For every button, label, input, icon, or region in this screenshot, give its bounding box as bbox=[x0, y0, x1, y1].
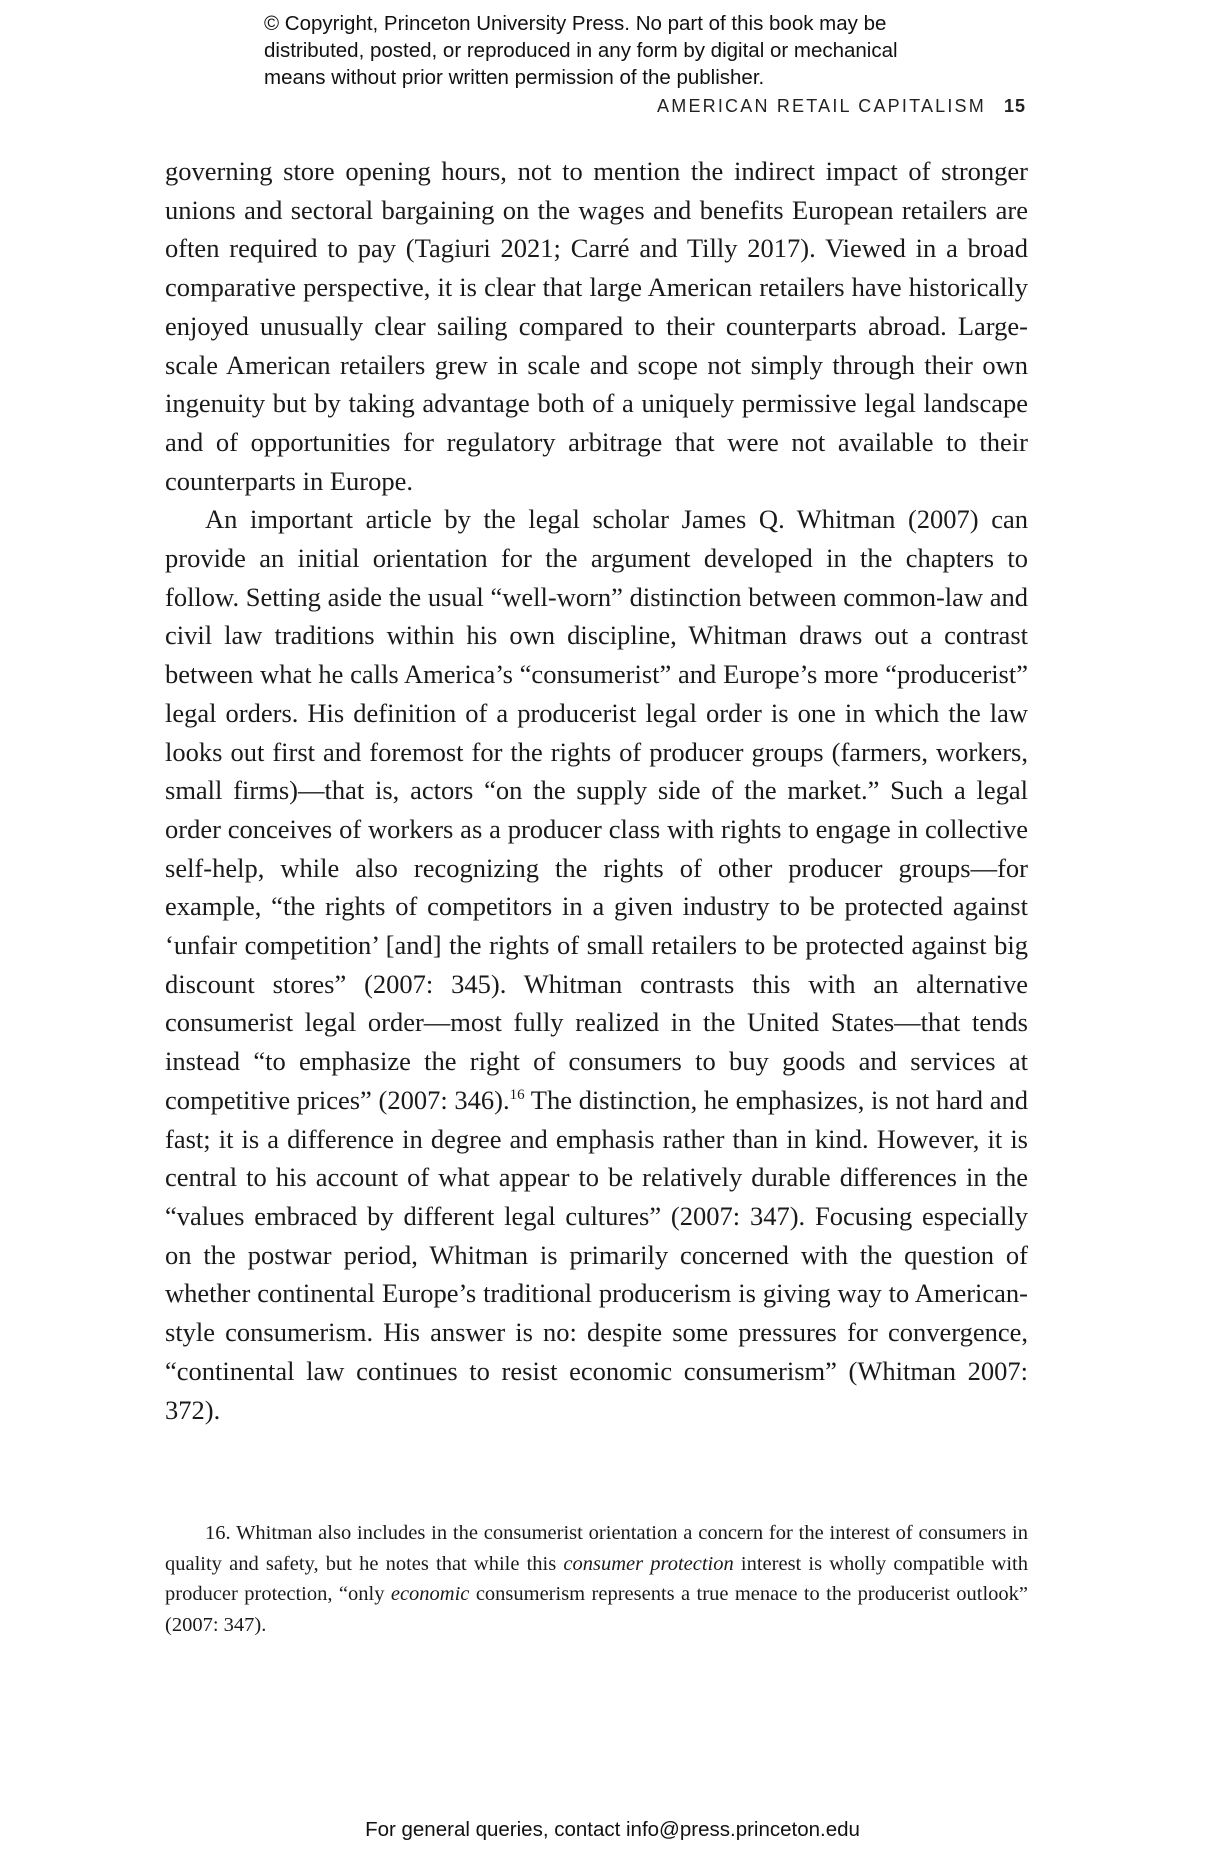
body-paragraph-2 bbox=[165, 500, 1028, 1429]
footnote-reference-16[interactable]: 16 bbox=[509, 1087, 525, 1104]
running-head-title: AMERICAN RETAIL CAPITALISM bbox=[657, 96, 986, 116]
footnote-16 bbox=[165, 1518, 1028, 1640]
publisher-contact-footer: For general queries, contact info@press.princeton.edu bbox=[365, 1818, 860, 1841]
copyright-line-2: distributed, posted, or reproduced in any form by digital or mechanical bbox=[264, 39, 898, 62]
main-body bbox=[165, 152, 1028, 1429]
body-paragraph-1: governing store opening hours, not to mention the indirect impact of stronger unions and sectoral bargaining on the wages and benefits European retailers are often required to pay (Tagiuri 2021; Carré and Tilly 2017). Viewed in a broad comparative perspective, it is clear that large American retailers have historically enjoyed unusually clear sailing compared to their counterparts abroad. Large-scale American retailers grew in scale and scope not simply through their own ingenuity but by taking advantage both of a uniquely permissive legal landscape and of opportunities for regulatory arbitrage that were not available to their counterparts in Europe. bbox=[165, 156, 1028, 496]
body-paragraph-2-part-2: The distinction, he emphasizes, is not hard and fast; it is a difference in degree and emphasis rather than in kind. However, it is central to his account of what appear to be relatively durable differences in the “values embraced by different legal cultures” (2007: 347). Focusing especially on the postwar period, Whitman is primarily concerned with the question of whether continental Europe’s traditional producerism is giving way to American-style consumerism. His answer is no: despite some pressures for convergence, “continental law continues to resist economic consumerism” (Whitman 2007: 372). bbox=[165, 1084, 1028, 1425]
footnote-italic-a: consumer protection bbox=[563, 1552, 734, 1575]
footnote-text-c: consumerism represents a true menace to the producerist outlook” (2007: 347). bbox=[165, 1583, 1028, 1636]
copyright-line-1: © Copyright, Princeton University Press. No part of this book may be bbox=[264, 12, 887, 35]
footnote-italic-b: economic bbox=[390, 1583, 470, 1605]
page-number: 15 bbox=[1003, 96, 1026, 116]
footnote-number: 16. bbox=[205, 1522, 231, 1544]
body-paragraph-2-part-1: An important article by the legal scholar James Q. Whitman (2007) can provide an initial orientation for the argument developed in the chapters to follow. Setting aside the usual “well-worn” distinction between common-law and civil law traditions within his own discipline, Whitman draws out a contrast between what he calls America’s “consumerist” and Europe’s more “producerist” legal orders. His definition of a producerist legal order is one in which the law looks out first and foremost for the rights of producer groups (farmers, workers, small firms)—that is, actors “on the supply side of the market.” Such a legal order conceives of workers as a producer class with rights to engage in collective self-help, while also recognizing the rights of other producer groups—for example, “the rights of competitors in a given industry to be protected against ‘unfair competition’ [and] the rights of small retailers to be protected against big discount stores” (2007: 345). Whitman contrasts this with an alternative consumerist legal order—most fully realized in the United States—that tends instead “to emphasize the right of consumers to buy goods and services at competitive prices” (2007: 346). bbox=[165, 504, 1028, 1115]
copyright-line-3: means without prior written permission of the publisher. bbox=[264, 66, 765, 89]
copyright-notice bbox=[264, 10, 1024, 91]
footnote-text-a: Whitman also includes in the consumerist orientation a concern for the interest of consumers in quality and safety, but he notes that while this bbox=[165, 1522, 1028, 1575]
footnote-text-b: interest is wholly compatible with producer protection, “only bbox=[165, 1552, 1028, 1605]
running-head bbox=[657, 96, 1026, 117]
